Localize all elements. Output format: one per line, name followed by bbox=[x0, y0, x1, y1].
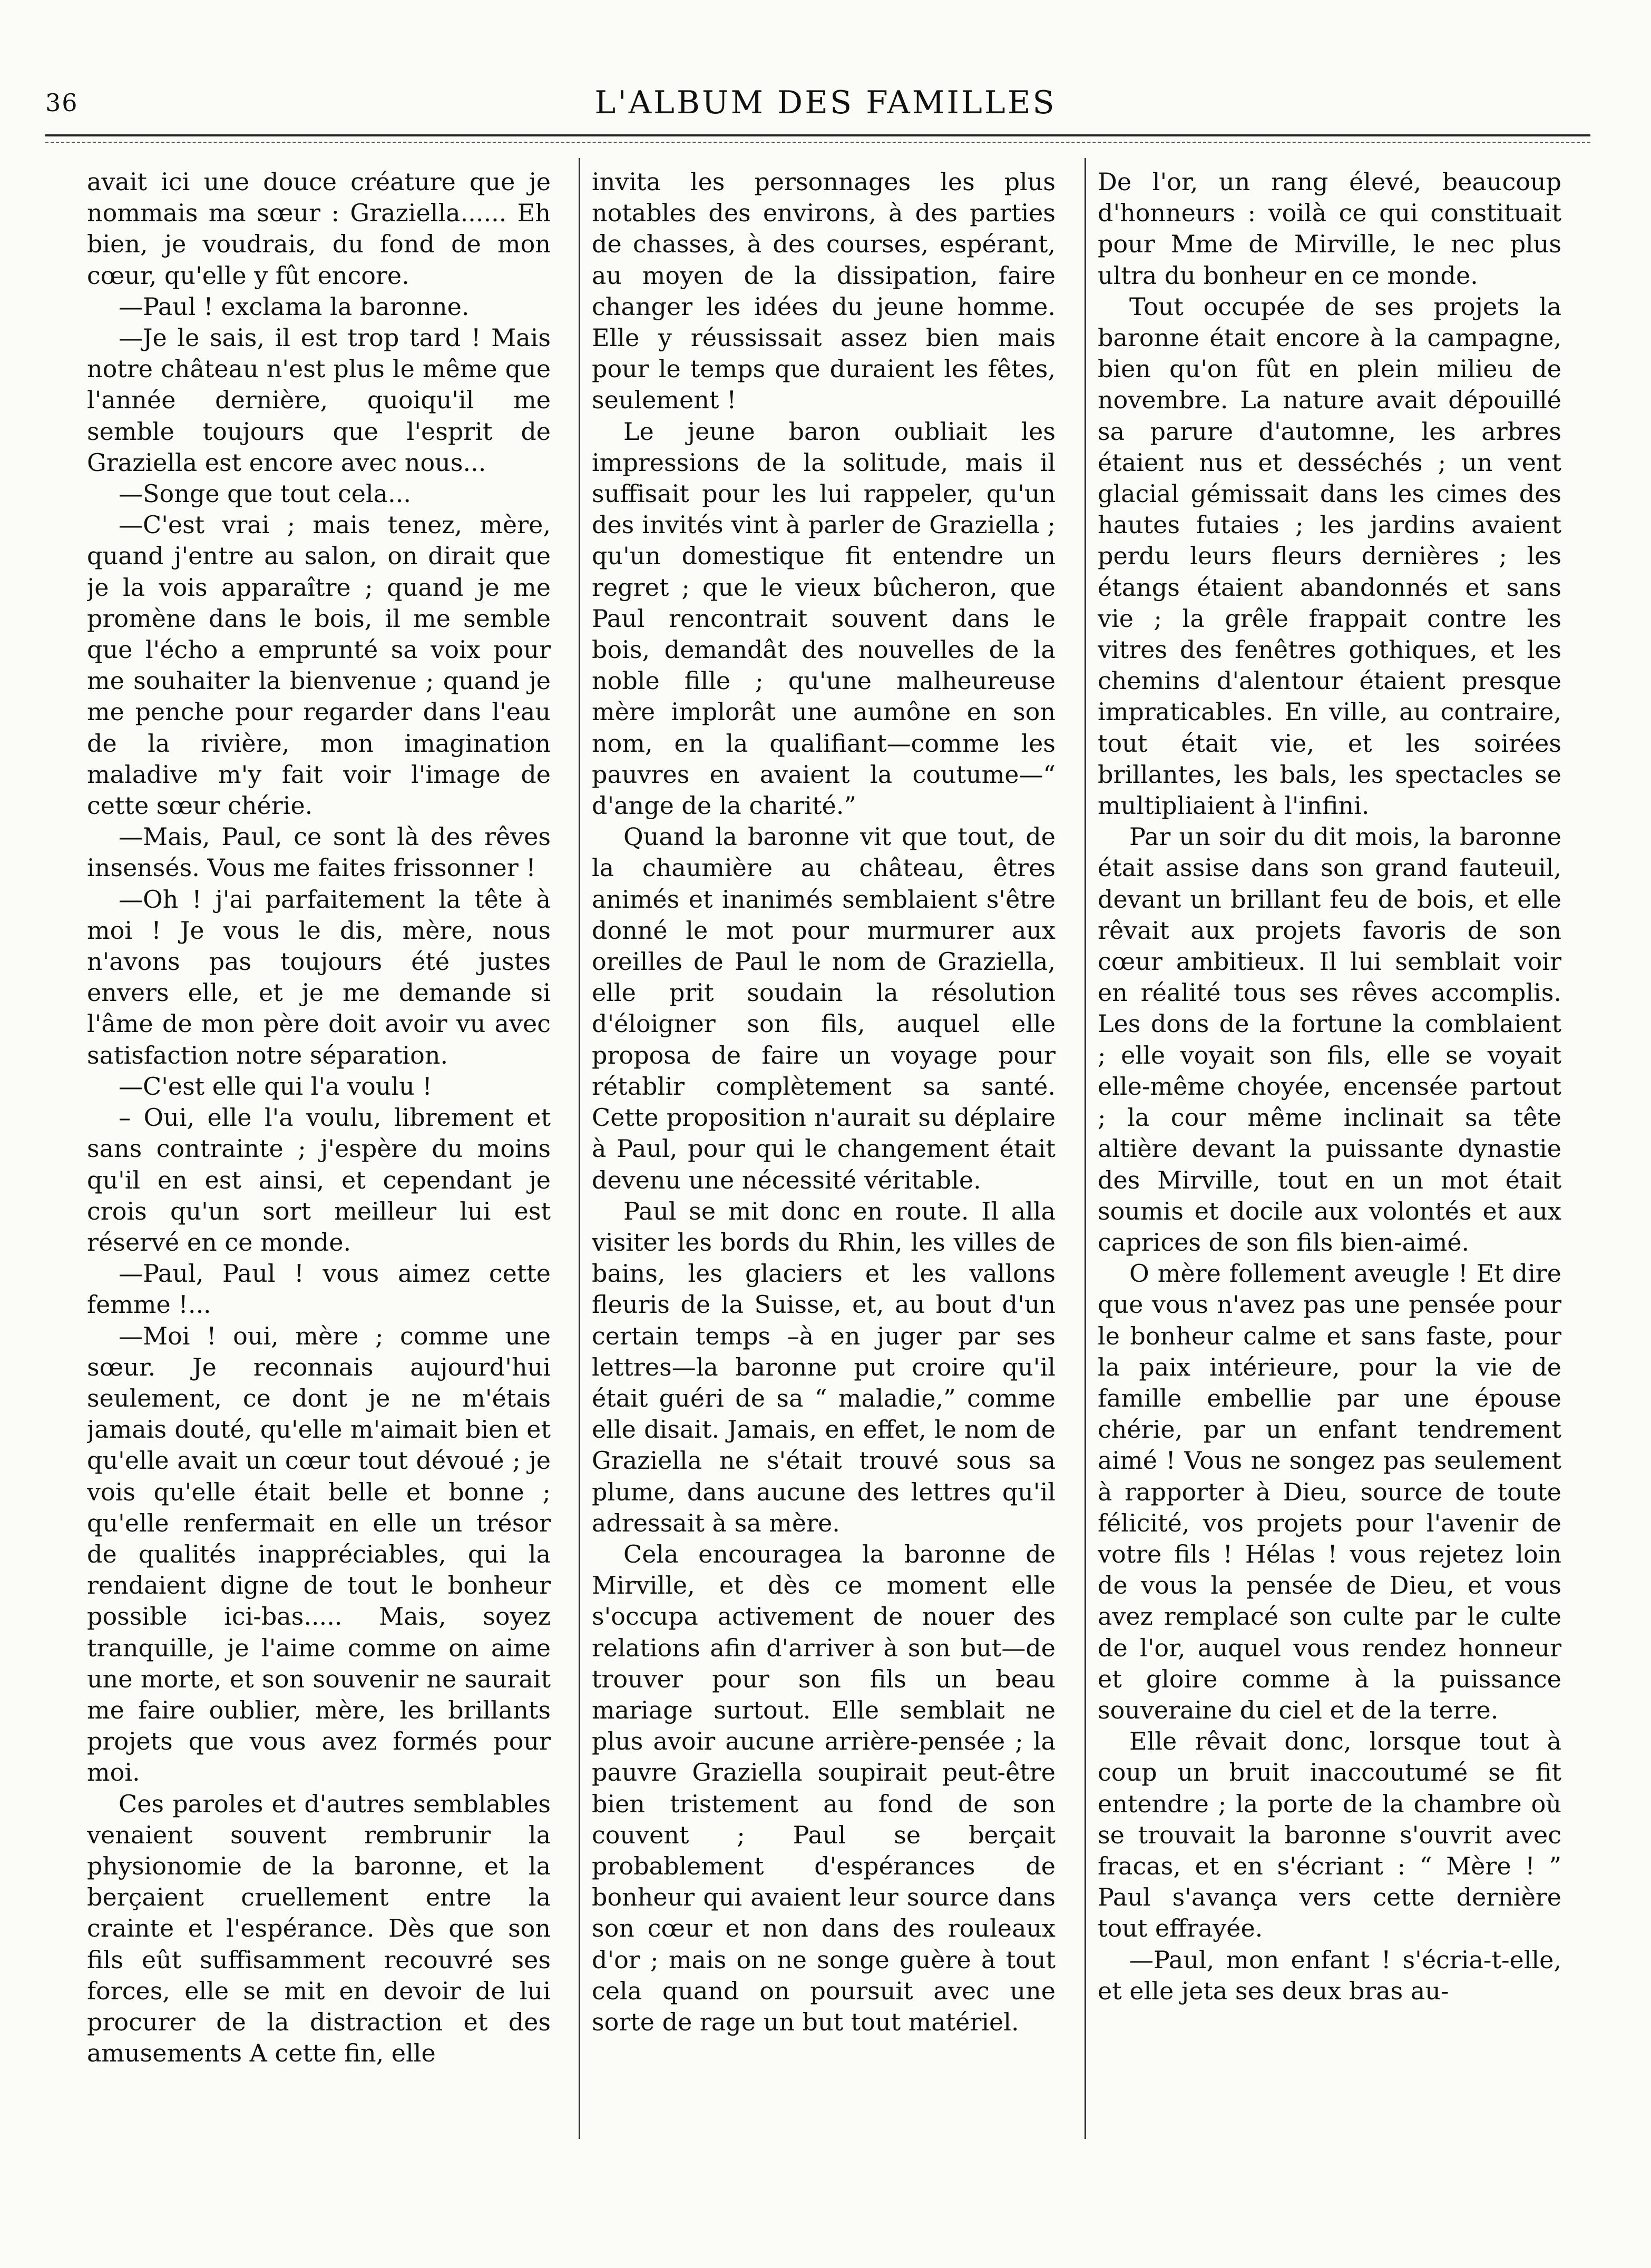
paragraph: —Paul ! exclama la baronne. bbox=[119, 292, 470, 321]
paragraph: Par un soir du dit mois, la baronne était assise dans son grand fauteuil, devant un brillant feu de bois, et elle rêvait aux projets favoris de son cœur ambitieux. Il lui semblait voir en réalité tous ses rêves accomplis. Les dons de la fortune la comblaient ; elle voyait son fils, elle se voyait elle-même choyée, encensée partout ; la cour même inclinait sa tête altière devant la puissante dynastie des Mirville, tout en un mot était soumis et docile aux volontés et aux caprices de son fils bien-aimé. bbox=[1098, 822, 1561, 1256]
paragraph: —Paul, Paul ! vous aimez cette femme !... bbox=[87, 1259, 551, 1319]
paragraph: Quand la baronne vit que tout, de la chaumière au château, êtres animés et inanimés semblaient s'être donné le mot pour murmurer aux oreilles de Paul le nom de Graziella, elle prit soudain la résolution d'éloigner son fils, auquel elle proposa de faire un voyage pour rétablir complètement sa santé. Cette proposition n'aurait su déplaire à Paul, pour qui le changement était devenu une nécessité véritable. bbox=[592, 822, 1056, 1194]
paragraph: Cela encouragea la baronne de Mirville, et dès ce moment elle s'occupa activement de nouer des relations afin d'arriver à son but—de trouver pour son fils un beau mariage surtout. Elle semblait ne plus avoir aucune arrière-pensée ; la pauvre Graziella soupirait peut-être bien tristement au fond de son couvent ; Paul se berçait probablement d'espérances de bonheur qui avaient leur source dans son cœur et non dans des rouleaux d'or ; mais on ne songe guère à tout cela quand on poursuit avec une sorte de rage un but tout matériel. bbox=[592, 1539, 1056, 2036]
running-head: L'ALBUM DES FAMILLES bbox=[594, 84, 1057, 121]
paragraph: Le jeune baron oubliait les impressions de la solitude, mais il suffisait pour les lui rappeler, qu'un des invités vint à parler de Graziella ; qu'un domestique fit entendre un regret ; que le vieux bûcheron, que Paul rencontrait souvent dans le bois, demandât des nouvelles de la noble fille ; qu'une malheureuse mère implorât une aumône en son nom, en la qualifiant—comme les pauvres en avaient la coutume—“ d'ange de la charité.” bbox=[592, 417, 1056, 820]
paragraph: —C'est vrai ; mais tenez, mère, quand j'entre au salon, on dirait que je la vois apparaître ; quand je me promène dans le bois, il me semble que l'écho a emprunté sa voix pour me souhaiter la bienvenue ; quand je me penche pour regarder dans l'eau de la rivière, mon imagination maladive m'y fait voir l'image de cette sœur chérie. bbox=[87, 510, 551, 820]
paragraph: avait ici une douce créature que je nommais ma sœur : Graziella...... Eh bien, je voudrais, du fond de mon cœur, qu'elle y fût encore. bbox=[87, 168, 551, 290]
paragraph: —Je le sais, il est trop tard ! Mais notre château n'est plus le même que l'année dernière, quoiqu'il me semble toujours que l'esprit de Graziella est encore avec nous... bbox=[87, 323, 551, 477]
paragraph: Ces paroles et d'autres semblables venaient souvent rembrunir la physionomie de la baronne, et la berçaient cruellement entre la crainte et l'espérance. Dès que son fils eût suffisamment recouvré ses forces, elle se mit en devoir de lui procurer de la distraction et des amusements A cette fin, elle bbox=[87, 1789, 551, 2068]
text-column-3 bbox=[1098, 166, 1561, 2137]
text-column-2 bbox=[592, 166, 1056, 2137]
paragraph: —Paul, mon enfant ! s'écria-t-elle, et elle jeta ses deux bras au- bbox=[1098, 1945, 1561, 2005]
paragraph: —Moi ! oui, mère ; comme une sœur. Je reconnais aujourd'hui seulement, ce dont je ne m'étais jamais douté, qu'elle m'aimait bien et qu'elle avait un cœur tout dévoué ; je vois qu'elle était belle et bonne ; qu'elle renfermait en elle un trésor de qualités inappréciables, qui la rendaient digne de tout le bonheur possible ici-bas..... Mais, soyez tranquille, je l'aime comme on aime une morte, et son souvenir ne saurait me faire oublier, mère, les brillants projets que vous avez formés pour moi. bbox=[87, 1321, 551, 1787]
text-column-1 bbox=[87, 166, 551, 2137]
paragraph: De l'or, un rang élevé, beaucoup d'honneurs : voilà ce qui constituait pour Mme de Mirville, le nec plus ultra du bonheur en ce monde. bbox=[1098, 168, 1561, 290]
paragraph: Elle rêvait donc, lorsque tout à coup un bruit inaccoutumé se fit entendre ; la porte de la chambre où se trouvait la baronne s'ouvrit avec fracas, et en s'écriant : “ Mère ! ” Paul s'avança vers cette dernière tout effrayée. bbox=[1098, 1727, 1561, 1943]
paragraph: invita les personnages les plus notables des environs, à des parties de chasses, à des courses, espérant, au moyen de la dissipation, faire changer les idées du jeune homme. Elle y réussissait assez bien mais pour le temps que duraient les fêtes, seulement ! bbox=[592, 168, 1056, 415]
paragraph: – Oui, elle l'a voulu, librement et sans contrainte ; j'espère du moins qu'il en est ainsi, et cependant je crois qu'un sort meilleur lui est réservé en ce monde. bbox=[87, 1103, 551, 1256]
paragraph: Paul se mit donc en route. Il alla visiter les bords du Rhin, les villes de bains, les glaciers et les vallons fleuris de la Suisse, et, au bout d'un certain temps –à en juger par ses lettres—la baronne put croire qu'il était guéri de sa “ maladie,” comme elle disait. Jamais, en effet, le nom de Graziella ne s'était trouvé sous sa plume, dans aucune des lettres qu'il adressait à sa mère. bbox=[592, 1196, 1056, 1537]
paragraph: —Oh ! j'ai parfaitement la tête à moi ! Je vous le dis, mère, nous n'avons pas toujours été justes envers elle, et je me demande si l'âme de mon père doit avoir vu avec satisfaction notre séparation. bbox=[87, 885, 551, 1069]
column-rule bbox=[1085, 158, 1086, 2139]
paragraph: Tout occupée de ses projets la baronne était encore à la campagne, bien qu'on fût en plein milieu de novembre. La nature avait dépouillé sa parure d'automne, les arbres étaient nus et desséchés ; un vent glacial gémissait dans les cimes des hautes futaies ; les jardins avaient perdu leurs fleurs dernières ; les étangs étaient abandonnés et sans vie ; la grêle frappait contre les vitres des fenêtres gothiques, et les chemins d'alentour étaient presque impraticables. En ville, au contraire, tout était vie, et les soirées brillantes, les bals, les spectacles se multipliaient à l'infini. bbox=[1098, 292, 1561, 820]
paragraph: —Mais, Paul, ce sont là des rêves insensés. Vous me faites frissonner ! bbox=[87, 822, 551, 882]
header-rule bbox=[45, 134, 1590, 143]
paragraph: —Songe que tout cela... bbox=[119, 479, 411, 508]
paragraph: O mère follement aveugle ! Et dire que vous n'avez pas une pensée pour le bonheur calme et sans faste, pour la paix intérieure, pour la vie de famille embellie par une épouse chérie, par un enfant tendrement aimé ! Vous ne songez pas seulement à rapporter à Dieu, source de toute félicité, vos projets pour l'avenir de votre fils ! Hélas ! vous rejetez loin de vous la pensée de Dieu, et vous avez remplacé son culte par le culte de l'or, auquel vous rendez honneur et gloire comme à la puissance souveraine du ciel et de la terre. bbox=[1098, 1259, 1561, 1724]
paragraph: —C'est elle qui l'a voulu ! bbox=[119, 1072, 432, 1101]
column-rule bbox=[579, 158, 580, 2139]
page-number: 36 bbox=[45, 89, 79, 117]
